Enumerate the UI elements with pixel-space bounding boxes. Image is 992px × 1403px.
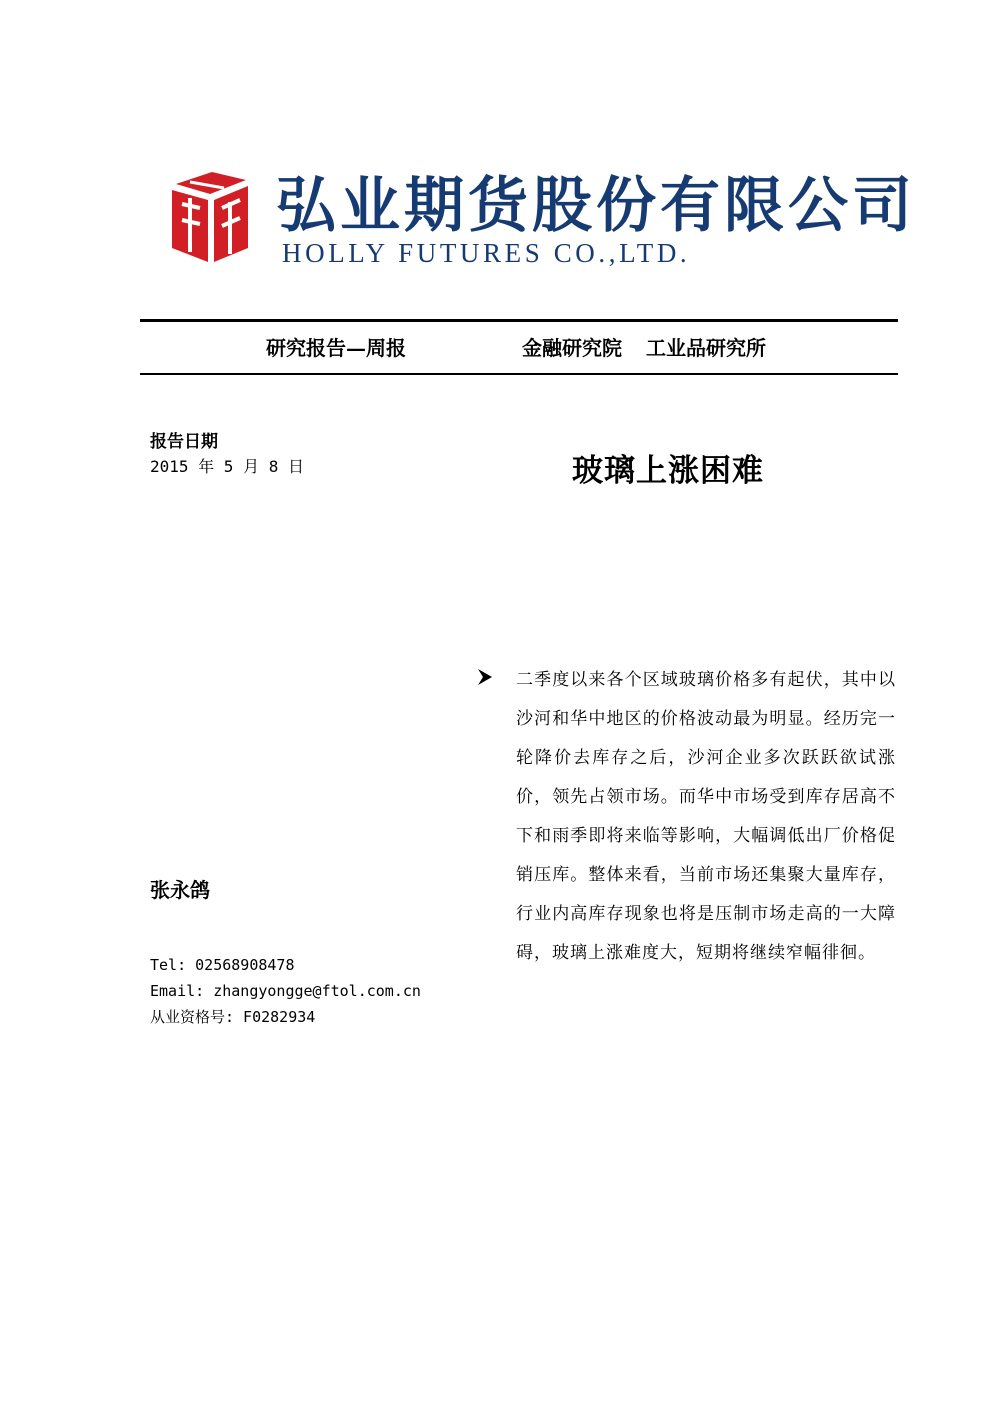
company-name-cn: 弘业期货股份有限公司: [276, 171, 916, 241]
author-license: 从业资格号: F0282934: [150, 1008, 316, 1026]
arrow-bullet-icon: [476, 665, 494, 689]
author-name: 张永鸽: [150, 878, 210, 902]
company-logo-icon: [168, 168, 250, 264]
department-name: 工业品研究所: [646, 336, 766, 360]
author-tel: Tel: 02568908478: [150, 956, 295, 974]
institute-name: 金融研究院: [522, 336, 622, 360]
author-email: Email: zhangyongge@ftol.com.cn: [150, 982, 421, 1000]
report-date-label: 报告日期: [150, 432, 218, 452]
report-title: 玻璃上涨困难: [572, 453, 764, 489]
header-organization: [522, 334, 766, 362]
summary-text: 二季度以来各个区域玻璃价格多有起伏，其中以沙河和华中地区的价格波动最为明显。经历完一轮降价去库存之后，沙河企业多次跃跃欲试涨价，领先占领市场。而华中市场受到库存居高不下和雨季即将来临等影响，大幅调低出厂价格促销压库。整体来看，当前市场还集聚大量库存，行业内高库存现象也将是压制市场走高的一大障碍，玻璃上涨难度大，短期将继续窄幅徘徊。: [516, 670, 896, 963]
header-top-rule: [140, 319, 898, 322]
report-summary: [476, 661, 896, 973]
company-name-en: HOLLY FUTURES CO.,LTD.: [282, 238, 691, 268]
header-bottom-rule: [140, 373, 898, 375]
report-date-value: 2015 年 5 月 8 日: [150, 457, 304, 476]
author-contact: [150, 952, 421, 1030]
report-type: 研究报告—周报: [266, 336, 406, 360]
